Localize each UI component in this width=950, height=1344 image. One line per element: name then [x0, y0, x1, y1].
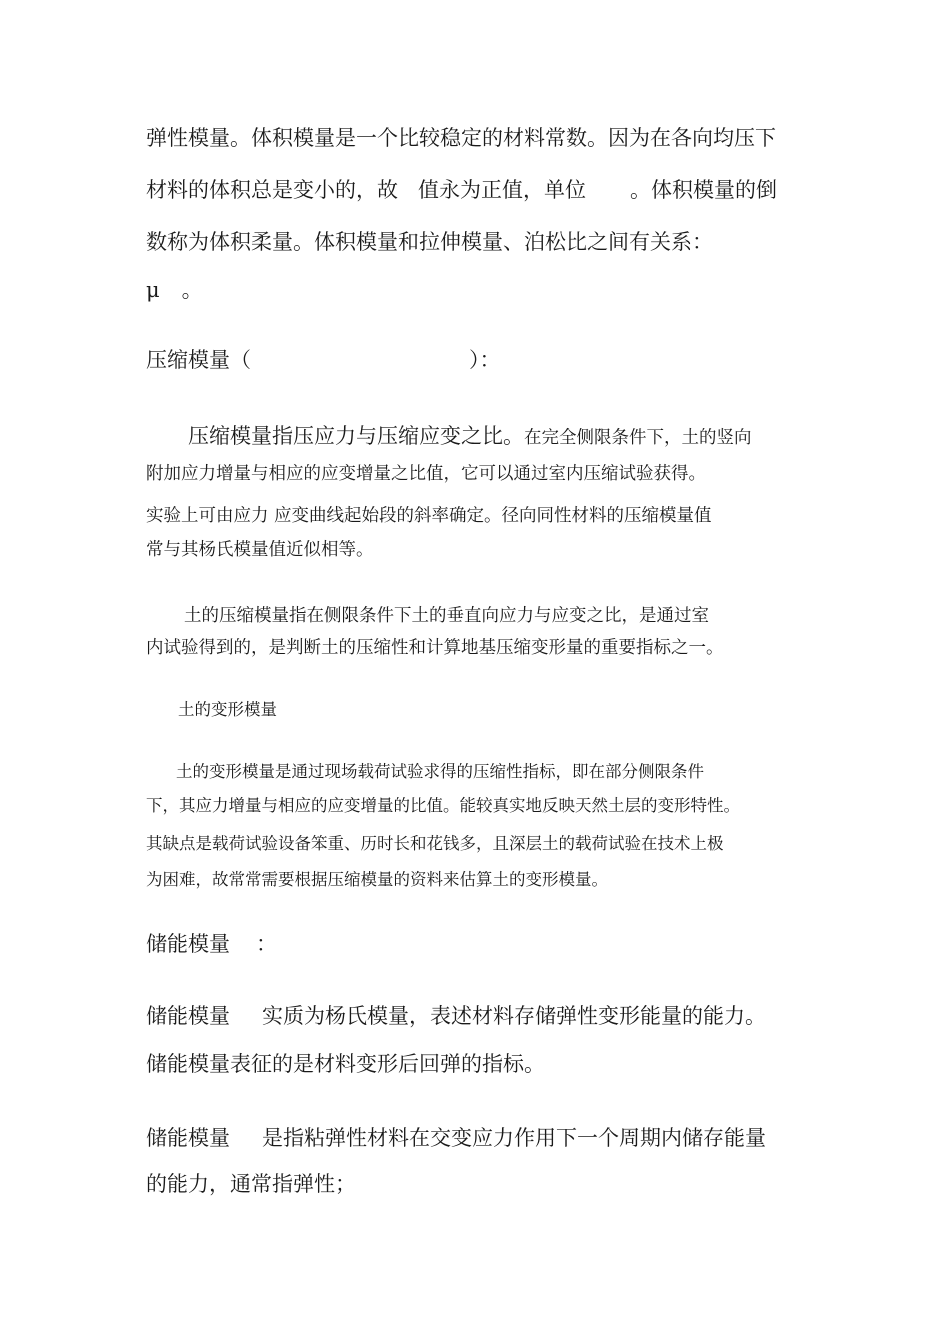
intro-line-4-end: 。 — [181, 278, 203, 302]
deformation-line-2: 下，其应力增量与相应的应变增量的比值。能较真实地反映天然土层的变形特性。 — [146, 796, 740, 815]
compression-p1-line-1 — [188, 420, 752, 450]
compression-heading-close: ）： — [469, 348, 501, 372]
compression-heading — [146, 344, 501, 374]
deformation-line-3: 其缺点是载荷试验设备笨重、历时长和花钱多，且深层土的载荷试验在技术上极 — [146, 834, 724, 853]
compression-p2-line-2: 内试验得到的，是判断土的压缩性和计算地基压缩变形量的重要指标之一。 — [146, 638, 724, 658]
mu-symbol: μ — [146, 278, 160, 302]
storage-p2-line-2: 的能力，通常指弹性； — [146, 1172, 356, 1196]
intro-line-2-part-a: 材料的体积总是变小的，故 — [146, 178, 398, 202]
storage-heading — [146, 928, 277, 958]
intro-line-2 — [146, 174, 777, 204]
storage-p1-term: 储能模量 — [146, 1004, 230, 1028]
intro-line-2-part-c: 。体积模量的倒 — [630, 178, 777, 202]
compression-p1-line-2: 附加应力增量与相应的应变增量之比值，它可以通过室内压缩试验获得。 — [146, 464, 706, 484]
storage-p1-line-1 — [146, 1000, 766, 1030]
storage-p2-term: 储能模量 — [146, 1126, 230, 1150]
intro-line-3: 数称为体积柔量。体积模量和拉伸模量、泊松比之间有关系： — [146, 230, 713, 254]
intro-line-1: 弹性模量。体积模量是一个比较稳定的材料常数。因为在各向均压下 — [146, 126, 776, 150]
storage-heading-text: 储能模量 — [146, 932, 230, 956]
storage-heading-colon: ： — [256, 932, 277, 956]
storage-p2-text: 是指粘弹性材料在交变应力作用下一个周期内储存能量 — [262, 1126, 766, 1150]
compression-p2-line-1: 土的压缩模量指在侧限条件下土的垂直向应力与应变之比，是通过室 — [184, 606, 709, 626]
storage-p2-line-1 — [146, 1122, 766, 1152]
intro-line-4 — [146, 274, 203, 304]
compression-p1-line-3: 实验上可由应力 应变曲线起始段的斜率确定。径向同性材料的压缩模量值 — [146, 506, 712, 526]
compression-p1-lead: 压缩模量指压应力与压缩应变之比。 — [188, 424, 524, 448]
compression-p1-rest: 在完全侧限条件下，土的竖向 — [524, 428, 752, 448]
deformation-heading: 土的变形模量 — [178, 700, 277, 719]
compression-p1-line-4: 常与其杨氏模量值近似相等。 — [146, 540, 374, 560]
compression-heading-text: 压缩模量（ — [146, 348, 251, 372]
intro-line-2-part-b: 值永为正值，单位 — [418, 178, 586, 202]
deformation-line-1: 土的变形模量是通过现场载荷试验求得的压缩性指标，即在部分侧限条件 — [176, 762, 704, 781]
storage-p1-line-2: 储能模量表征的是材料变形后回弹的指标。 — [146, 1052, 545, 1076]
deformation-line-4: 为困难，故常常需要根据压缩模量的资料来估算土的变形模量。 — [146, 870, 608, 889]
storage-p1-text: 实质为杨氏模量，表述材料存储弹性变形能量的能力。 — [262, 1004, 766, 1028]
